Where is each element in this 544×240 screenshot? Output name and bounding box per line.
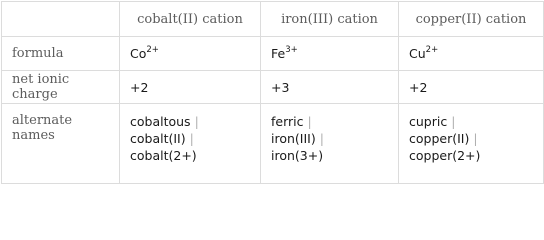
name-separator: | — [189, 131, 194, 146]
alternate-name-line — [271, 130, 388, 147]
name-separator: | — [319, 131, 324, 146]
alternate-name-line — [271, 113, 388, 130]
alternate-name: ferric — [271, 114, 304, 129]
name-separator: | — [307, 114, 312, 129]
alternate-name: iron(III) — [271, 131, 316, 146]
alternate-name: iron(3+) — [271, 148, 324, 163]
row-label-net-ionic-charge: net ionic charge — [2, 71, 120, 104]
alternate-names-copper — [399, 104, 544, 184]
formula-base: Cu — [409, 46, 426, 61]
alternate-name: cupric — [409, 114, 448, 129]
formula-iron — [261, 37, 399, 71]
alternate-name: cobaltous — [130, 114, 191, 129]
alternate-name-line — [130, 147, 250, 164]
charge-iron: +3 — [261, 71, 399, 104]
alternate-name-line — [130, 130, 250, 147]
row-label-alternate-names: alternate names — [2, 104, 120, 184]
alternate-name: copper(2+) — [409, 148, 481, 163]
alternate-name: copper(II) — [409, 131, 470, 146]
charge-copper: +2 — [399, 71, 544, 104]
ion-comparison-table — [1, 1, 544, 184]
alternate-name-line — [409, 113, 533, 130]
name-separator: | — [473, 131, 478, 146]
row-label-formula: formula — [2, 37, 120, 71]
formula-charge: 3+ — [285, 45, 298, 55]
table-row-net-ionic-charge — [2, 71, 544, 104]
formula-copper — [399, 37, 544, 71]
alternate-name-line — [271, 147, 388, 164]
formula-base: Co — [130, 46, 147, 61]
header-empty-cell — [2, 2, 120, 37]
alternate-name-line — [130, 113, 250, 130]
column-header-cobalt: cobalt(II) cation — [120, 2, 261, 37]
column-header-copper: copper(II) cation — [399, 2, 544, 37]
alternate-names-cobalt — [120, 104, 261, 184]
alternate-name-line — [409, 130, 533, 147]
alternate-names-iron — [261, 104, 399, 184]
charge-cobalt: +2 — [120, 71, 261, 104]
alternate-name: cobalt(2+) — [130, 148, 197, 163]
header-row — [2, 2, 544, 37]
name-separator: | — [451, 114, 456, 129]
formula-charge: 2+ — [425, 45, 439, 55]
name-separator: | — [194, 114, 199, 129]
table-row-alternate-names — [2, 104, 544, 184]
column-header-iron: iron(III) cation — [261, 2, 399, 37]
formula-cobalt — [120, 37, 261, 71]
table-row-formula — [2, 37, 544, 71]
formula-charge: 2+ — [146, 45, 159, 55]
alternate-name-line — [409, 147, 533, 164]
alternate-name: cobalt(II) — [130, 131, 186, 146]
formula-base: Fe — [271, 46, 286, 61]
